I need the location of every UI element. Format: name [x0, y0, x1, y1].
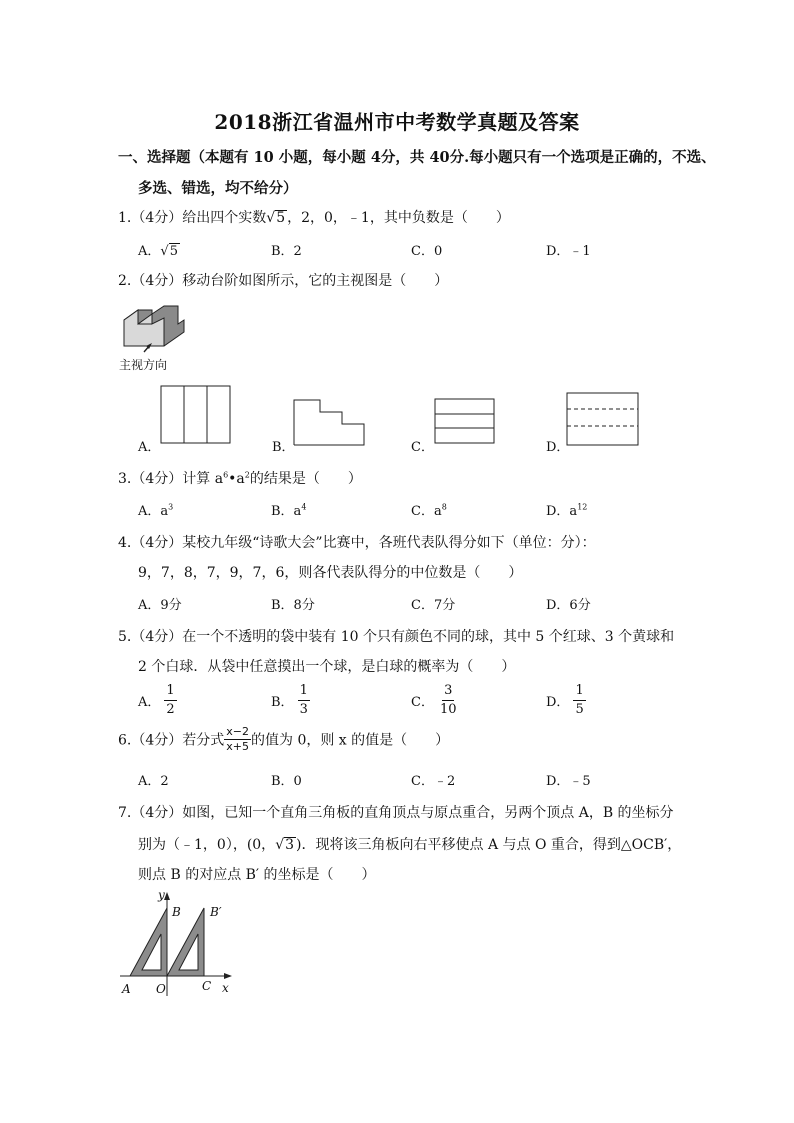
question-5-line2: 2 个白球．从袋中任意摸出一个球，是白球的概率为（ ） — [138, 659, 516, 675]
page-title: 2018浙江省温州市中考数学真题及答案 — [214, 110, 580, 134]
q2-option-d-figure[interactable] — [566, 392, 640, 447]
section-heading-line1: 一、选择题（本题有 10 小题，每小题 4分，共 40分.每小题只有一个选项是正确的，不选、 — [118, 149, 716, 166]
question-6-stem: 6.（4分）若分式 $\frac{x-2}{x+5}$ 的值为 0，则 x 的值是（ ） — [118, 725, 450, 753]
question-5-line1: 5.（4分）在一个不透明的袋中装有 10 个只有颜色不同的球，其中 5 个红球、3 个黄球和 — [118, 629, 675, 645]
label-A: A — [122, 982, 131, 996]
q5-option-d[interactable]: D． $\frac{1}{5}$ — [546, 683, 584, 717]
question-4-line2: 9，7，8，7，9，7，6，则各代表队得分的中位数是（ ） — [138, 565, 523, 581]
q2-option-c-figure[interactable] — [434, 398, 496, 445]
label-x: x — [222, 981, 229, 995]
label-y: y — [158, 888, 165, 902]
question-7-line3: 则点 B 的对应点 B′ 的坐标是（ ） — [138, 867, 376, 883]
q4-option-c[interactable]: C．7分 — [411, 598, 456, 613]
question-2-stem: 2.（4分）移动台阶如图所示，它的主视图是（ ） — [118, 273, 449, 289]
q5-option-a[interactable]: A． $\frac{1}{2}$ — [138, 683, 175, 717]
q4-option-b[interactable]: B．8分 — [271, 598, 315, 613]
q3-option-c[interactable]: C．$a^8$ — [411, 502, 447, 519]
question-7-line1: 7.（4分）如图，已知一个直角三角板的直角顶点与原点重合，另两个顶点 A，B 的坐标分 — [118, 805, 674, 821]
q1-stem-pre: 1.（4分）给出四个实数 — [118, 210, 267, 226]
label-O: O — [156, 982, 166, 996]
question-7-line2: 别为（﹣1，0），(0，√3 )．现将该三角板向右平移使点 A 与点 O 重合，得到△OCB′， — [138, 837, 682, 853]
q2-option-c-label[interactable]: C． — [411, 440, 434, 455]
q1-option-d[interactable]: D．﹣1 — [546, 244, 591, 259]
question-4-line1: 4.（4分）某校九年级“诗歌大会”比赛中，各班代表队得分如下（单位：分）： — [118, 535, 596, 551]
q6-option-d[interactable]: D．﹣5 — [546, 774, 591, 789]
q3-option-a[interactable]: A．$a^3$ — [138, 502, 174, 519]
q3-option-d[interactable]: D．$a^{12}$ — [546, 502, 588, 519]
q6-fraction: $\frac{x-2}{x+5}$ — [226, 725, 249, 753]
q3-option-b[interactable]: B．$a^4$ — [271, 502, 307, 519]
q6-option-c[interactable]: C．﹣2 — [411, 774, 456, 789]
q2-option-d-label[interactable]: D． — [546, 440, 570, 455]
label-B: B — [172, 905, 181, 919]
question-1-stem — [118, 207, 510, 227]
q1-stem-post: ，2，0，﹣1，其中负数是（ ） — [287, 210, 510, 226]
q1-option-a[interactable]: A．√5 — [138, 244, 178, 259]
q2-option-a-figure[interactable] — [160, 385, 232, 445]
q1-option-b[interactable]: B．2 — [271, 244, 302, 259]
q6-option-b[interactable]: B．0 — [271, 774, 302, 789]
figure-caption: 主视方向 — [119, 358, 168, 372]
label-C: C — [202, 979, 212, 993]
triangle-translation-figure — [118, 886, 243, 998]
q1-sqrt: √5 — [266, 210, 286, 226]
question-3-stem: 3.（4分）计算 $a^6•a^2$的结果是（ ） — [118, 470, 362, 487]
q5-option-c[interactable]: C． $\frac{3}{10}$ — [411, 683, 457, 717]
q2-option-a-label[interactable]: A． — [138, 440, 161, 455]
q2-option-b-figure[interactable] — [292, 397, 368, 447]
q4-option-a[interactable]: A．9分 — [138, 598, 182, 613]
q6-option-a[interactable]: A．2 — [138, 774, 169, 789]
section-heading-line2: 多选、错选，均不给分） — [138, 180, 298, 197]
label-Bprime: B′ — [210, 905, 222, 919]
q5-option-b[interactable]: B． $\frac{1}{3}$ — [271, 683, 308, 717]
q2-option-b-label[interactable]: B． — [272, 440, 295, 455]
q1-a-sqrt: √5 — [160, 244, 178, 259]
q1-option-c[interactable]: C．0 — [411, 244, 443, 259]
q4-option-d[interactable]: D．6分 — [546, 598, 591, 613]
